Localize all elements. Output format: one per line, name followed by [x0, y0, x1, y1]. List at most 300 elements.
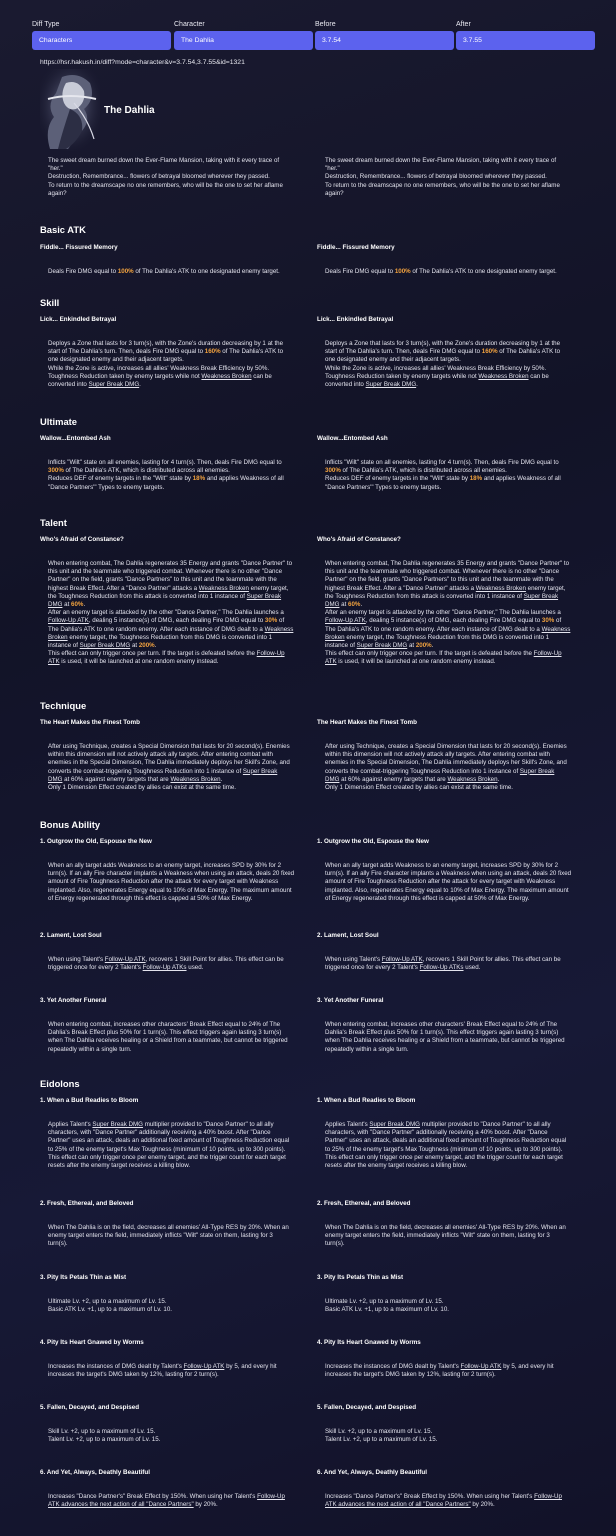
- text-segment: While the Zone is active, increases all allies' Weakness Break Efficiency by 50%.: [325, 364, 547, 372]
- text-segment: of The Dahlia's ATK, which is distributed across all enemies.: [340, 467, 507, 475]
- keyword-link[interactable]: Super Break DMG: [356, 642, 408, 650]
- text-segment: converts the combat-triggering Toughness Reduction into 1 instance of: [48, 767, 243, 775]
- before-ability-name: Who's Afraid of Constance?: [40, 536, 124, 543]
- text-segment: Deals Fire DMG equal to: [48, 268, 118, 275]
- text-line: [325, 173, 581, 181]
- text-line: [48, 1162, 304, 1170]
- text-line: [325, 1240, 581, 1248]
- text-segment: This effect can only trigger once per turn. If the target is defeated before the: [48, 650, 257, 658]
- keyword-link[interactable]: Broken: [325, 633, 345, 641]
- text-line: [325, 634, 581, 642]
- keyword-link[interactable]: Weakness Broken: [201, 372, 252, 380]
- text-line: [325, 381, 581, 389]
- text-line: [325, 373, 581, 381]
- text-line: [48, 1371, 304, 1379]
- text-segment: Destruction, Remembrance... flowers of betrayal bloomed wherever they passed.: [48, 173, 270, 181]
- diff-type-filter: [32, 20, 171, 50]
- keyword-link[interactable]: Broken: [48, 633, 68, 641]
- text-line: [325, 1363, 581, 1371]
- text-segment: Deploys a Zone that lasts for 3 turn(s), with the Zone's duration decreasing by 1 at the: [325, 340, 561, 347]
- after-ability-name: Wallow...Entombed Ash: [317, 435, 388, 442]
- text-line: [325, 956, 581, 964]
- keyword-link[interactable]: Weakness Broken: [447, 775, 498, 783]
- text-line: [48, 870, 304, 878]
- text-segment: enemy target, the Toughness Reduction from this DMG is converted into 1: [67, 633, 273, 641]
- text-line: [325, 784, 581, 792]
- before-description: [48, 157, 304, 198]
- text-segment: Only 1 Dimension Effect created by allies can exist at the same time.: [48, 784, 237, 792]
- keyword-link[interactable]: Follow-Up ATK: [381, 956, 423, 963]
- keyword-link[interactable]: Follow-Up: [256, 650, 285, 658]
- text-segment: When The Dahlia is on the field, decreases all enemies' All-Type RES by 20%. When an: [325, 1224, 566, 1231]
- text-segment: .: [360, 601, 363, 609]
- text-segment: triggered once for every 2 Talent's: [48, 964, 143, 972]
- text-segment: "Dance Partners'" Types to enemy targets.: [48, 483, 165, 491]
- text-segment: amount of Fire Toughness Reduction after the attack for every target with Weakness: [48, 878, 279, 886]
- after-ability-name: Fiddle... Fissured Memory: [317, 244, 395, 251]
- section-title: Talent: [40, 517, 67, 528]
- keyword-link[interactable]: Super Break: [246, 592, 282, 600]
- text-segment: Inflicts "Wilt" state on all enemies, lasting for 4 turn(s). Then, deals Fire DMG equal to: [325, 459, 559, 466]
- text-line: [325, 964, 581, 972]
- text-line: [325, 190, 581, 198]
- text-line: [48, 878, 304, 886]
- text-segment: resets after the enemy target receives a killing blow.: [48, 1162, 191, 1170]
- highlight-value: 100%: [117, 268, 134, 275]
- text-segment: Deploys a Zone that lasts for 3 turn(s), with the Zone's duration decreasing by 1 at the: [48, 340, 284, 347]
- text-line: [48, 776, 304, 784]
- text-line: [48, 642, 304, 650]
- text-line: [48, 1224, 304, 1232]
- text-line: [325, 1154, 581, 1162]
- text-line: [325, 568, 581, 576]
- character-name: The Dahlia: [104, 105, 155, 116]
- text-line: [48, 601, 304, 609]
- text-line: [48, 1021, 304, 1029]
- text-line: [325, 768, 581, 776]
- text-segment: again?: [48, 189, 67, 197]
- text-line: [48, 268, 304, 276]
- keyword-link[interactable]: Follow-Up: [533, 650, 562, 658]
- after-description: [325, 459, 581, 492]
- keyword-link[interactable]: ATK: [325, 1501, 337, 1509]
- text-segment: "her.": [325, 165, 340, 173]
- text-line: [48, 759, 304, 767]
- after-description: [325, 268, 581, 276]
- text-line: [48, 1232, 304, 1240]
- text-segment: when The Dahlia receives healing or a Shield from a teammate, but cannot be triggered: [48, 1037, 288, 1045]
- character-portrait: [40, 69, 100, 151]
- text-line: [325, 609, 581, 617]
- section-title: Basic ATK: [40, 224, 86, 235]
- text-segment: one designated enemy and their adjacent targets.: [325, 356, 461, 364]
- keyword-link[interactable]: Follow-Up: [534, 1493, 562, 1500]
- keyword-link[interactable]: Super Break DMG: [88, 381, 140, 389]
- text-segment: by 20%.: [193, 1501, 218, 1509]
- text-line: [325, 759, 581, 767]
- text-line: [48, 1363, 304, 1371]
- text-line: [48, 576, 304, 584]
- text-segment: To return to the dreamscape no one remembers, who will be the one to set her aflame: [48, 181, 283, 189]
- page-url[interactable]: https://hsr.hakush.in/diff?mode=character&v=3.7.54,3.7.55&id=1321: [40, 59, 245, 66]
- text-line: [48, 340, 304, 348]
- text-segment: increases the target's DMG taken by 12%, lasting for 2 turn(s).: [48, 1371, 219, 1379]
- highlight-value: 60%: [348, 601, 361, 609]
- text-line: [48, 475, 304, 483]
- text-line: [48, 743, 304, 751]
- text-line: [48, 609, 304, 617]
- after-description: [325, 157, 581, 198]
- text-segment: by 20%.: [470, 1501, 495, 1509]
- text-segment: .: [497, 775, 500, 783]
- keyword-link[interactable]: Weakness Broken: [170, 775, 221, 783]
- before-description: [48, 1021, 304, 1054]
- text-line: [48, 964, 304, 972]
- text-segment: enemy target,: [525, 584, 566, 592]
- text-line: [48, 568, 304, 576]
- text-segment: This effect can only trigger once per enemy target, and the trigger count for each target: [325, 1153, 563, 1161]
- text-segment: of The Dahlia's ATK, which is distributed across all enemies.: [63, 467, 230, 475]
- keyword-link[interactable]: Super Break: [242, 767, 278, 775]
- after-ability-name: 5. Fallen, Decayed, and Despised: [317, 1404, 417, 1411]
- text-segment: When entering combat, The Dahlia regenerates 35 Energy and grants "Dance Partner" to: [325, 560, 570, 567]
- after-ability-name: Who's Afraid of Constance?: [317, 536, 401, 543]
- after-description: [325, 1428, 581, 1444]
- text-segment: enemy target, the Toughness Reduction from this DMG is converted into 1: [344, 633, 550, 641]
- keyword-link[interactable]: ATK: [48, 1501, 60, 1509]
- text-segment: and applies Weakness of all: [205, 475, 284, 483]
- text-segment: The sweet dream burned down the Ever-Flame Mansion, taking with it every trace of: [325, 157, 557, 164]
- keyword-link[interactable]: Super Break DMG: [79, 642, 131, 650]
- text-segment: Increases "Dance Partner's" Break Effect by 150%. When using her Talent's: [48, 1493, 258, 1500]
- text-line: [48, 165, 304, 173]
- highlight-value: 160%: [204, 348, 221, 356]
- after-ability-name: The Heart Makes the Finest Tomb: [317, 719, 417, 726]
- text-line: [48, 658, 304, 666]
- text-segment: by 5, and every hit: [224, 1363, 277, 1370]
- text-line: [48, 381, 304, 389]
- diff-type-select[interactable]: Characters: [32, 31, 171, 50]
- text-line: [48, 1306, 304, 1314]
- keyword-link[interactable]: Follow-Up ATK: [325, 617, 366, 625]
- keyword-link[interactable]: Follow-Up ATK: [48, 617, 89, 625]
- keyword-link[interactable]: Super Break: [519, 767, 555, 775]
- highlight-value: 160%: [481, 348, 498, 356]
- text-line: [325, 348, 581, 356]
- text-segment: Inflicts "Wilt" state on all enemies, lasting for 4 turn(s). Then, deals Fire DMG equal to: [48, 459, 282, 466]
- text-line: [48, 650, 304, 658]
- text-segment: of: [277, 617, 285, 625]
- text-line: [325, 743, 581, 751]
- character-filter: [174, 20, 313, 50]
- after-description: [325, 340, 581, 389]
- before-description: [48, 459, 304, 492]
- text-segment: and applies Weakness of all: [482, 475, 561, 483]
- text-segment: to 25% of the enemy target's Max Toughness (minimum of 10 points, up to 300 points).: [48, 1145, 286, 1153]
- text-segment: Talent Lv. +2, up to a maximum of Lv. 15.: [48, 1436, 161, 1444]
- keyword-link[interactable]: DMG: [48, 601, 63, 609]
- keyword-link[interactable]: Follow-Up ATK: [183, 1363, 225, 1370]
- text-segment: When The Dahlia is on the field, decreases all enemies' All-Type RES by 20%. When an: [48, 1224, 289, 1231]
- text-segment: amount of Fire Toughness Reduction after the attack for every target with Weakness: [325, 878, 556, 886]
- text-line: [325, 340, 581, 348]
- after-ability-name: 3. Pity Its Petals Thin as Mist: [317, 1274, 404, 1281]
- text-line: [48, 348, 304, 356]
- text-segment: enemy target enters the field, immediately inflicts "Wilt" state on them, lasting for 3: [48, 1232, 273, 1240]
- before-ability-name: 4. Pity Its Heart Gnawed by Worms: [40, 1339, 144, 1346]
- keyword-link[interactable]: ATK: [48, 658, 60, 666]
- text-segment: repeatedly within a single turn.: [325, 1045, 409, 1053]
- section-title: Ultimate: [40, 416, 77, 427]
- text-line: [325, 1137, 581, 1145]
- before-ability-name: 6. And Yet, Always, Deathly Beautiful: [40, 1469, 150, 1476]
- highlight-value: 300%: [325, 467, 341, 475]
- text-line: [48, 593, 304, 601]
- highlight-value: 300%: [48, 467, 64, 475]
- text-line: [48, 956, 304, 964]
- keyword-link[interactable]: Weakness Broken: [478, 372, 529, 380]
- before-description: [48, 1224, 304, 1249]
- text-segment: converts the combat-triggering Toughness Reduction into 1 instance of: [325, 767, 520, 775]
- before-description: [48, 340, 304, 389]
- before-ability-name: 3. Pity Its Petals Thin as Mist: [40, 1274, 127, 1281]
- text-segment: Toughness Reduction taken by enemy targets while not: [48, 372, 202, 380]
- text-line: [325, 887, 581, 895]
- keyword-link[interactable]: Follow-Up ATKs: [419, 964, 464, 972]
- text-segment: Skill Lv. +2, up to a maximum of Lv. 15.: [48, 1428, 156, 1435]
- text-segment: start of The Dahlia's turn. Then, deals Fire DMG equal to: [48, 348, 205, 356]
- text-line: [48, 1501, 304, 1509]
- text-segment: Increases the instances of DMG dealt by Talent's: [325, 1363, 461, 1370]
- text-line: [48, 356, 304, 364]
- text-line: [48, 1037, 304, 1045]
- text-segment: Basic ATK Lv. +1, up to a maximum of Lv. 10.: [48, 1306, 172, 1314]
- text-segment: at: [130, 642, 139, 650]
- text-line: [325, 895, 581, 903]
- text-line: [48, 768, 304, 776]
- text-segment: , dealing 5 instance(s) of DMG, each dealing Fire DMG equal to: [365, 617, 542, 625]
- keyword-link[interactable]: Weakness: [264, 625, 294, 633]
- highlight-value: 200%: [415, 642, 432, 650]
- text-line: [48, 585, 304, 593]
- text-segment: enemy target,: [248, 584, 289, 592]
- text-segment: when The Dahlia receives healing or a Shield from a teammate, but cannot be triggered: [325, 1037, 565, 1045]
- text-segment: of The Dahlia's ATK to one designated enemy target.: [133, 268, 280, 275]
- before-description: [48, 1363, 304, 1379]
- keyword-link[interactable]: Super Break DMG: [369, 1121, 420, 1128]
- before-ability-name: 2. Lament, Lost Soul: [40, 932, 102, 939]
- text-segment: by 5, and every hit: [501, 1363, 554, 1370]
- after-ability-name: 2. Fresh, Ethereal, and Beloved: [317, 1200, 411, 1207]
- text-segment: Partner" on the field, grants "Dance Partners" to this unit and the teammate with the: [325, 576, 554, 584]
- text-segment: Increases the instances of DMG dealt by Talent's: [48, 1363, 184, 1370]
- text-line: [48, 1428, 304, 1436]
- filter-bar: [32, 20, 595, 52]
- text-segment: When using Talent's: [325, 956, 382, 963]
- text-line: [48, 1298, 304, 1306]
- before-label: Before: [315, 21, 336, 28]
- text-segment: Reduces DEF of enemy targets in the "Wilt" state by: [48, 475, 193, 483]
- text-line: [325, 1306, 581, 1314]
- keyword-link[interactable]: DMG: [48, 775, 63, 783]
- text-line: [48, 157, 304, 165]
- after-description: [325, 1021, 581, 1054]
- text-segment: at 60% against enemy targets that are: [339, 775, 448, 783]
- text-segment: After an enemy target is attacked by the other "Dance Partner," The Dahlia launches a: [325, 609, 561, 617]
- keyword-link[interactable]: DMG: [325, 775, 340, 783]
- text-line: [48, 887, 304, 895]
- text-line: [48, 634, 304, 642]
- after-ability-name: 1. Outgrow the Old, Espouse the New: [317, 838, 429, 845]
- text-line: [325, 585, 581, 593]
- text-segment: The Dahlia's ATK to one random enemy. After each instance of DMG dealt to a: [48, 625, 265, 633]
- before-ability-name: 1. Outgrow the Old, Espouse the New: [40, 838, 152, 845]
- text-segment: to 25% of the enemy target's Max Toughness (minimum of 10 points, up to 300 points).: [325, 1145, 563, 1153]
- text-segment: The sweet dream burned down the Ever-Flame Mansion, taking with it every trace of: [48, 157, 280, 164]
- character-select[interactable]: The Dahlia: [174, 31, 313, 50]
- text-line: [325, 1428, 581, 1436]
- text-segment: Reduces DEF of enemy targets in the "Wilt" state by: [325, 475, 470, 483]
- text-segment: used.: [186, 964, 204, 972]
- before-ability-name: Lick... Enkindled Betrayal: [40, 316, 117, 323]
- text-line: [48, 190, 304, 198]
- text-segment: Deals Fire DMG equal to: [325, 268, 395, 275]
- after-label: After: [456, 21, 471, 28]
- text-line: [325, 356, 581, 364]
- text-line: [48, 484, 304, 492]
- text-segment: , dealing 5 instance(s) of DMG, each dealing Fire DMG equal to: [88, 617, 265, 625]
- keyword-link[interactable]: ATK: [325, 658, 337, 666]
- text-segment: of The Dahlia's ATK to: [220, 348, 284, 356]
- text-segment: is used, it will be launched at one random enemy instead.: [59, 658, 219, 666]
- section-title: Skill: [40, 297, 60, 308]
- text-segment: Dahlia's Break Effect plus 50% for 1 turn(s). This effect triggers again lasting 3 turn(s): [325, 1029, 559, 1037]
- text-line: [325, 1162, 581, 1170]
- text-line: [325, 1029, 581, 1037]
- text-segment: again?: [325, 189, 344, 197]
- text-segment: implanted. Also, regenerates Energy equal to 10% of Max Energy. The maximum amount: [48, 886, 292, 894]
- text-segment: start of The Dahlia's turn. Then, deals Fire DMG equal to: [325, 348, 482, 356]
- after-description: [325, 1224, 581, 1249]
- before-description: [48, 1121, 304, 1170]
- text-segment: multiplier provided to "Dance Partner" to all ally: [419, 1121, 551, 1128]
- text-line: [48, 467, 304, 475]
- keyword-link[interactable]: Weakness Broken: [475, 584, 526, 592]
- text-line: [48, 1046, 304, 1054]
- keyword-link[interactable]: Follow-Up ATK: [104, 956, 146, 963]
- text-segment: When using Talent's: [48, 956, 105, 963]
- after-filter: [456, 20, 595, 50]
- text-line: [48, 1146, 304, 1154]
- text-line: [325, 1121, 581, 1129]
- text-line: [48, 862, 304, 870]
- highlight-value: 30%: [264, 617, 278, 625]
- keyword-link[interactable]: Super Break DMG: [365, 381, 417, 389]
- text-segment: turn(s). If an ally Fire character implants a Weakness when using an attack, deals 20 fixed: [48, 870, 295, 878]
- keyword-link[interactable]: Follow-Up ATK: [460, 1363, 502, 1370]
- text-segment: highest Break Effect. After a "Dance Partner" attacks a: [325, 584, 476, 592]
- text-line: [325, 560, 581, 568]
- text-segment: .: [83, 601, 86, 609]
- keyword-link[interactable]: Super Break DMG: [92, 1121, 143, 1128]
- text-segment: converted into: [48, 381, 89, 389]
- text-line: [325, 1436, 581, 1444]
- text-segment: highest Break Effect. After a "Dance Partner" attacks a: [48, 584, 199, 592]
- text-segment: turn(s).: [48, 1240, 68, 1248]
- text-segment: The Dahlia's ATK to one random enemy. After each instance of DMG dealt to a: [325, 625, 542, 633]
- section-title: Technique: [40, 700, 87, 711]
- text-line: [325, 484, 581, 492]
- text-segment: at 60% against enemy targets that are: [62, 775, 171, 783]
- text-line: [48, 1137, 304, 1145]
- text-segment: enemies in the Special Dimension, The Dahlia immediately deploys her Skill's Zone, and: [325, 759, 567, 767]
- text-segment: When entering combat, increases other characters' Break Effect equal to 24% of The: [48, 1021, 281, 1028]
- text-line: [48, 365, 304, 373]
- text-line: [325, 1146, 581, 1154]
- after-ability-name: 1. When a Bud Readies to Bloom: [317, 1097, 416, 1104]
- text-segment: Applies Talent's: [325, 1121, 370, 1128]
- diff-type-label: Diff Type: [32, 21, 60, 28]
- text-line: [325, 650, 581, 658]
- text-line: [325, 870, 581, 878]
- keyword-link[interactable]: DMG: [325, 601, 340, 609]
- before-version-select[interactable]: 3.7.54: [315, 31, 454, 50]
- before-ability-name: Fiddle... Fissured Memory: [40, 244, 118, 251]
- text-line: [48, 1121, 304, 1129]
- text-segment: Ultimate Lv. +2, up to a maximum of Lv. 15.: [325, 1298, 444, 1305]
- text-segment: .: [431, 642, 434, 650]
- text-segment: To return to the dreamscape no one remembers, who will be the one to set her aflame: [325, 181, 560, 189]
- text-line: [325, 365, 581, 373]
- highlight-value: 200%: [138, 642, 155, 650]
- keyword-link[interactable]: Weakness Broken: [198, 584, 249, 592]
- text-line: [48, 1436, 304, 1444]
- character-label: Character: [174, 21, 205, 28]
- text-line: [325, 475, 581, 483]
- before-description: [48, 862, 304, 903]
- before-description: [48, 1428, 304, 1444]
- keyword-link[interactable]: Follow-Up ATKs: [142, 964, 187, 972]
- after-version-select[interactable]: 3.7.55: [456, 31, 595, 50]
- text-line: [325, 878, 581, 886]
- text-segment: enemy target enters the field, immediately inflicts "Wilt" state on them, lasting for 3: [325, 1232, 550, 1240]
- text-line: [48, 784, 304, 792]
- text-line: [325, 182, 581, 190]
- text-segment: turn(s).: [325, 1240, 345, 1248]
- keyword-link[interactable]: advances the next action of all "Dance Partners": [59, 1501, 194, 1509]
- keyword-link[interactable]: Super Break: [523, 592, 559, 600]
- text-line: [325, 1037, 581, 1045]
- text-line: [48, 1493, 304, 1501]
- text-segment: Basic ATK Lv. +1, up to a maximum of Lv. 10.: [325, 1306, 449, 1314]
- text-segment: repeatedly within a single turn.: [48, 1045, 132, 1053]
- text-segment: Ultimate Lv. +2, up to a maximum of Lv. 15.: [48, 1298, 167, 1305]
- text-segment: When entering combat, increases other characters' Break Effect equal to 24% of The: [325, 1021, 558, 1028]
- text-line: [325, 1298, 581, 1306]
- keyword-link[interactable]: Weakness: [541, 625, 571, 633]
- text-segment: implanted. Also, regenerates Energy equal to 10% of Max Energy. The maximum amount: [325, 886, 569, 894]
- text-segment: This effect can only trigger once per turn. If the target is defeated before the: [325, 650, 534, 658]
- text-segment: one designated enemy and their adjacent targets.: [48, 356, 184, 364]
- text-segment: When an ally target adds Weakness to an enemy target, increases SPD by 30% for 2: [325, 862, 559, 869]
- text-segment: Increases "Dance Partner's" Break Effect by 150%. When using her Talent's: [325, 1493, 535, 1500]
- keyword-link[interactable]: advances the next action of all "Dance Partners": [336, 1501, 471, 1509]
- text-line: [325, 593, 581, 601]
- text-segment: the Toughness Reduction from this attack is converted into 1 instance of: [325, 592, 524, 600]
- text-segment: enemies in the Special Dimension, The Dahlia immediately deploys her Skill's Zone, and: [48, 759, 290, 767]
- highlight-value: 18%: [469, 475, 483, 483]
- keyword-link[interactable]: Follow-Up: [257, 1493, 285, 1500]
